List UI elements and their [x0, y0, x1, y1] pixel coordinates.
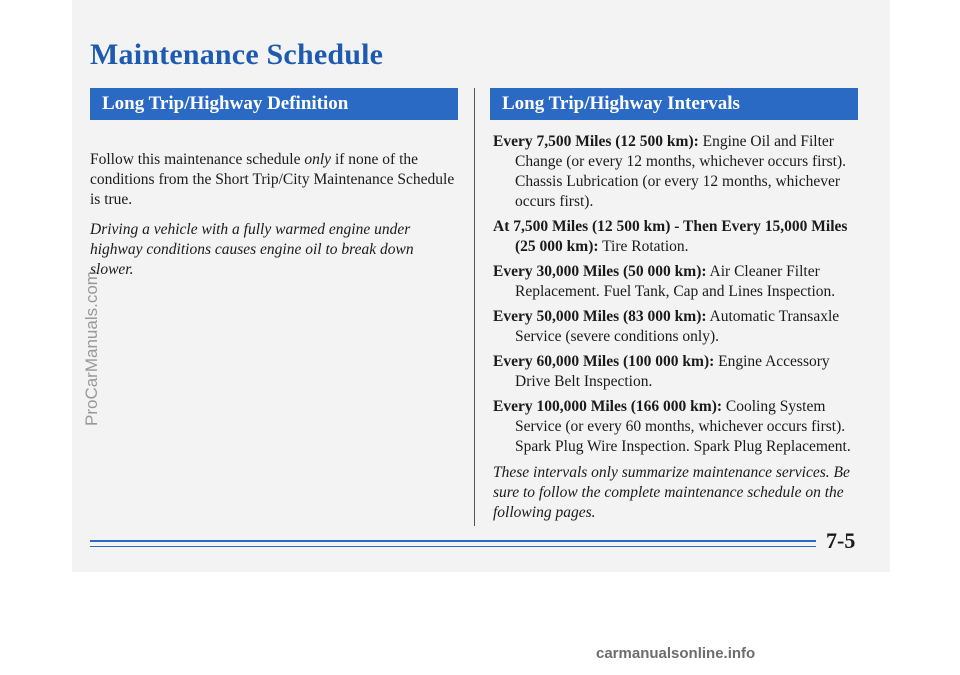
interval-label: Every 50,000 Miles (83 000 km): — [493, 308, 707, 325]
definition-text-part: Follow this maintenance schedule — [90, 151, 305, 168]
intervals-list — [493, 132, 865, 523]
intervals-note: These intervals only summarize maintenance services. Be sure to follow the complete maintenance schedule on the following pages. — [493, 464, 850, 521]
interval-text: Air Cleaner Filter Replacement. Fuel Tank, Cap and Lines Inspection. — [515, 263, 836, 300]
definition-text — [90, 150, 455, 290]
interval-entry — [493, 307, 865, 347]
definition-paragraph — [90, 150, 455, 210]
interval-text: Cooling System Service (or every 60 months, whichever occurs first). Spark Plug Wire Inspection. Spark Plug Replacement. — [515, 398, 851, 455]
page-number: 7-5 — [826, 528, 856, 553]
footer-rule — [90, 540, 816, 542]
interval-entry — [493, 217, 865, 257]
definition-text-part: if none of the conditions from the Short Trip/City Maintenance Schedule is true. — [90, 151, 455, 208]
footer-rule-thin — [90, 546, 816, 547]
interval-text: Automatic Transaxle Service (severe conditions only). — [515, 308, 840, 345]
interval-text: Engine Accessory Drive Belt Inspection. — [515, 353, 830, 390]
definition-note: Driving a vehicle with a fully warmed engine under highway conditions causes engine oil to break down slower. — [90, 221, 414, 278]
side-watermark: ProCarManuals.com — [82, 271, 101, 426]
section-heading-intervals: Long Trip/Highway Intervals — [490, 88, 858, 120]
interval-entry — [493, 352, 865, 392]
interval-entry — [493, 262, 865, 302]
interval-text: Tire Rotation. — [598, 238, 689, 255]
interval-label: Every 30,000 Miles (50 000 km): — [493, 263, 707, 280]
interval-entry — [493, 397, 865, 457]
page-title: Maintenance Schedule — [90, 38, 384, 71]
footer-watermark: carmanualsonline.info — [596, 645, 756, 662]
interval-label: Every 60,000 Miles (100 000 km): — [493, 353, 715, 370]
section-heading-definition: Long Trip/Highway Definition — [90, 88, 458, 120]
interval-entry — [493, 132, 865, 212]
interval-text: Engine Oil and Filter Change (or every 12 months, whichever occurs first). Chassis Lubrication (or every 12 months, whichever occurs first). — [515, 133, 846, 210]
interval-label: At 7,500 Miles (12 500 km) - Then Every 15,000 Miles (25 000 km): — [493, 218, 848, 255]
column-divider — [474, 88, 475, 526]
definition-emphasis: only — [304, 151, 332, 168]
interval-label: Every 7,500 Miles (12 500 km): — [493, 133, 699, 150]
interval-label: Every 100,000 Miles (166 000 km): — [493, 398, 723, 415]
